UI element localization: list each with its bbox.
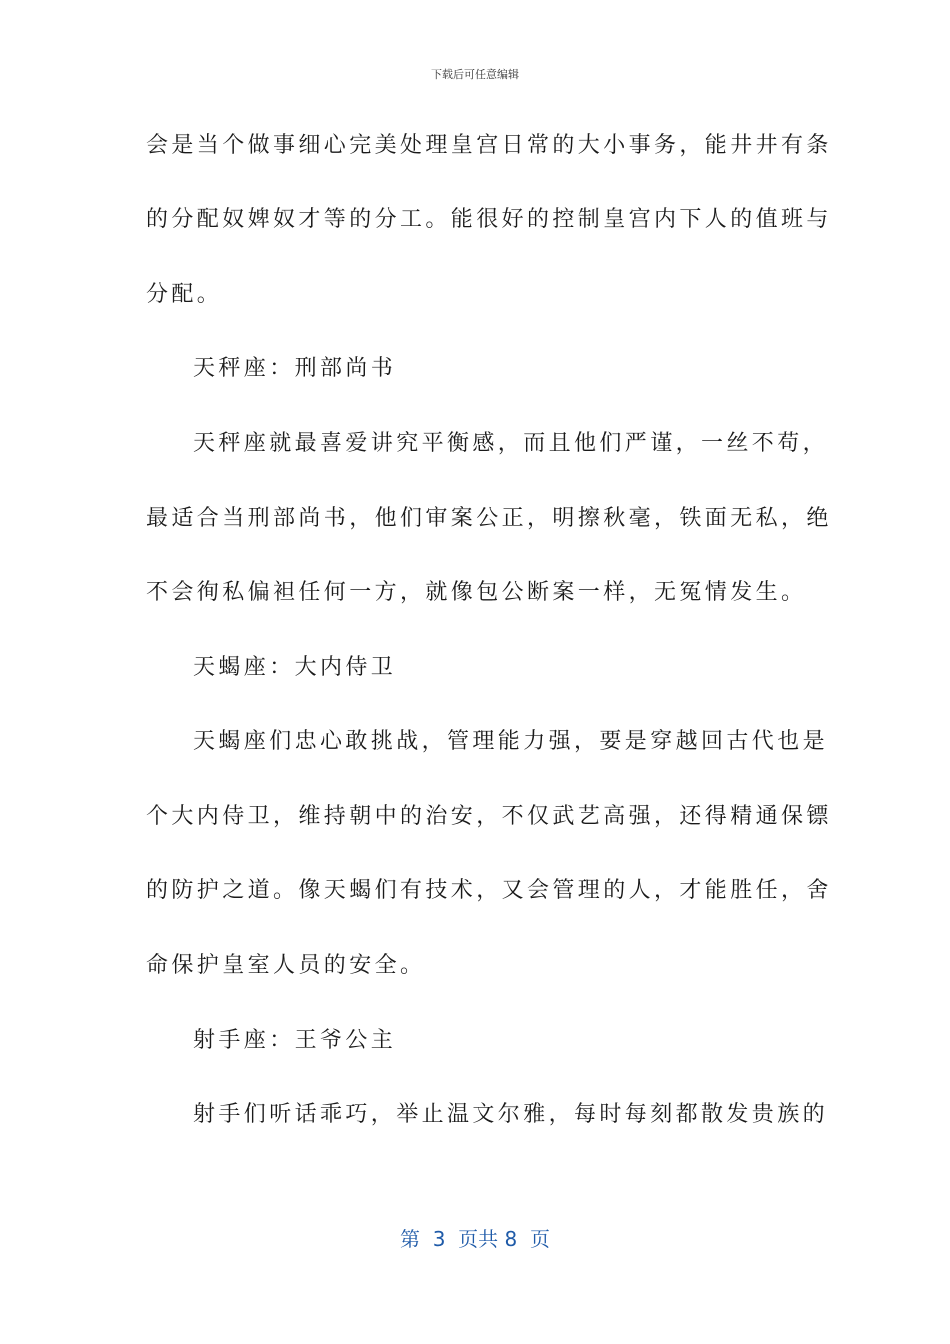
section-heading-sagittarius: 射手座：王爷公主 [193, 1028, 397, 1053]
body-line: 不会徇私偏袒任何一方，就像包公断案一样，无冤情发生。 [146, 580, 807, 605]
body-line: 分配。 [146, 282, 223, 307]
body-line: 个大内侍卫，维持朝中的治安，不仅武艺高强，还得精通保镖 [146, 804, 832, 829]
body-line: 最适合当刑部尚书，他们审案公正，明擦秋毫，铁面无私，绝 [146, 506, 832, 531]
body-line: 射手们听话乖巧，举止温文尔雅，每时每刻都散发贵族的 [193, 1102, 829, 1127]
section-heading-scorpio: 天蝎座：大内侍卫 [193, 655, 397, 680]
body-line: 天蝎座们忠心敢挑战，管理能力强，要是穿越回古代也是 [193, 729, 829, 754]
page-header: 下载后可任意编辑 [431, 68, 519, 81]
body-line: 会是当个做事细心完美处理皇宫日常的大小事务，能井井有条 [146, 133, 832, 158]
body-line: 的分配奴婢奴才等的分工。能很好的控制皇宫内下人的值班与 [146, 207, 832, 232]
section-heading-libra: 天秤座：刑部尚书 [193, 356, 397, 381]
body-line: 的防护之道。像天蝎们有技术，又会管理的人，才能胜任，舍 [146, 878, 832, 903]
body-line: 天秤座就最喜爱讲究平衡感，而且他们严谨，一丝不苟， [193, 431, 829, 456]
page-number-footer: 第 3 页共 8 页 [400, 1227, 550, 1251]
body-line: 命保护皇室人员的安全。 [146, 953, 426, 978]
